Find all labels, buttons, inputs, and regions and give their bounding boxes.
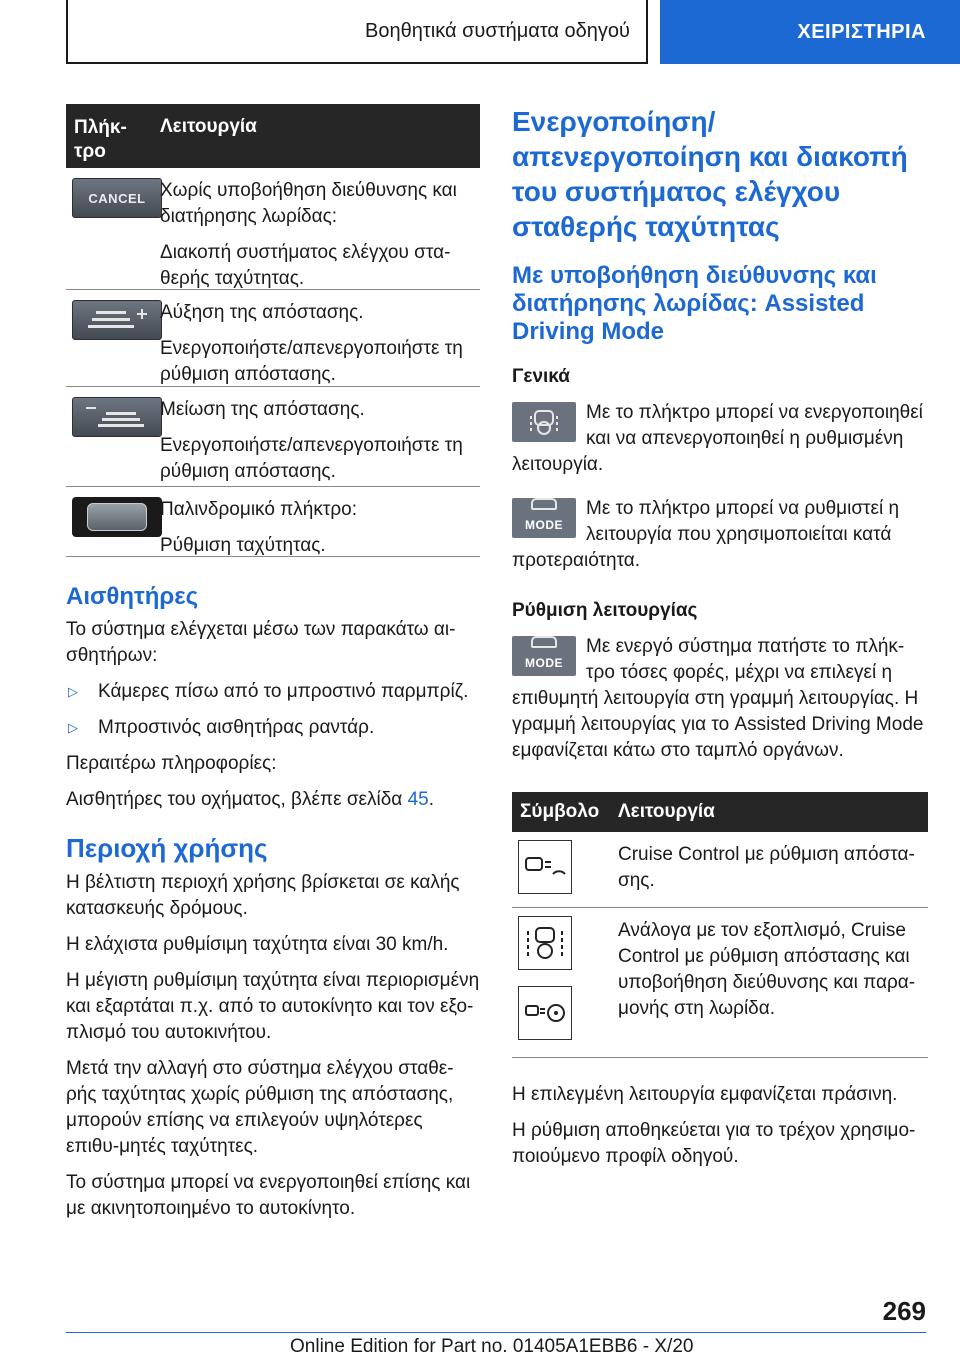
- row-text: Παλινδρομικό πλήκτρο:: [160, 499, 357, 520]
- header-section: [66, 0, 648, 64]
- page-number: 269: [882, 1296, 926, 1326]
- header-chapter: [660, 0, 960, 64]
- general-text: Με το πλήκτρο μπορεί να ενεργοποιηθεί και να απενεργοποιηθεί η ρυθμισμένη λειτουργία.: [512, 402, 923, 475]
- table-row: [66, 387, 480, 487]
- symbol-table: [512, 792, 928, 1058]
- table-cell-icon: [66, 387, 160, 486]
- header-col-button: Πλήκ- τρο: [74, 117, 127, 162]
- row-text: Ρύθμιση ταχύτητας.: [160, 535, 326, 556]
- table-cell-text: [160, 290, 480, 386]
- general-item: [512, 400, 928, 478]
- row-text: Αύξηση της απόστασης.: [160, 302, 364, 323]
- table-cell-text: [160, 168, 480, 289]
- usage-paragraph: Η ελάχιστα ρυθμίσιμη ταχύτητα είναι 30 km/h.: [66, 934, 449, 955]
- usage-paragraph: Μετά την αλλαγή στο σύστημα ελέγχου σταθε-ρής ταχύτητας χωρίς ρύθμιση της απόστασης, μπορούν επίσης να επιλεγούν υψηλότερες επιθυ-μητές ταχύτητες.: [66, 1058, 454, 1157]
- row-text: Ενεργοποιήστε/απενεργοποιήστε τη ρύθμιση απόστασης.: [160, 338, 463, 385]
- header-col-function: Λειτουργία: [160, 116, 257, 137]
- usage-paragraph: Το σύστημα μπορεί να ενεργοποιηθεί επίσης και με ακινητοποιημένο το αυτοκίνητο.: [66, 1172, 471, 1219]
- footer-edition: Online Edition for Part no. 01405A1EBB6 - X/20: [290, 1336, 694, 1357]
- setting-label: Ρύθμιση λειτουργίας: [512, 600, 698, 621]
- general-label: Γενικά: [512, 366, 570, 387]
- steering-wheel-distance-icon: [518, 986, 572, 1040]
- row-text: Μείωση της απόστασης.: [160, 399, 365, 420]
- table-row: [66, 487, 480, 557]
- table-cell-icon: [512, 832, 618, 907]
- table-row: [512, 908, 928, 1058]
- usage-paragraph: Η μέγιστη ρυθμίσιμη ταχύτητα είναι περιορισμένη και εξαρτάται π.χ. από το αυτοκίνητο και τον εξο-πλισμό του αυτοκινήτου.: [66, 970, 480, 1043]
- table-cell-icon: [66, 290, 160, 386]
- usage-paragraph: Η βέλτιστη περιοχή χρήσης βρίσκεται σε καλής κατασκευής δρόμους.: [66, 872, 460, 919]
- assist-button-icon: [512, 402, 576, 442]
- table-cell-text: [160, 487, 480, 556]
- cruise-control-distance-icon: [518, 840, 572, 894]
- page-link[interactable]: 45: [407, 789, 429, 810]
- table-row: [512, 832, 928, 908]
- setting-text: Με ενεργό σύστημα πατήστε το πλήκ-τρο τόσες φορές, μέχρι να επιλεγεί η επιθυμητή λειτουργία στη γραμμή λειτουργίας. Η γραμμή λειτουργίας για το Assisted Driving Mode εμφανίζεται κάτω στο ταμπλό οργάνων.: [512, 636, 924, 761]
- subheading: Με υποβοήθηση διεύθυνσης και διατήρησης λωρίδας: Assisted Driving Mode: [512, 262, 877, 345]
- header-col-symbol: Σύμβολο: [520, 801, 600, 822]
- distance-decrease-icon: [72, 397, 162, 437]
- row-text: Χωρίς υποβοήθηση διεύθυνσης και διατήρησης λωρίδας:: [160, 180, 457, 227]
- sensors-intro: Το σύστημα ελέγχεται μέσω των παρακάτω αι-σθητήρων:: [66, 619, 456, 666]
- footer-divider: [66, 1332, 926, 1333]
- header-col-function: Λειτουργία: [618, 801, 715, 822]
- table-row: [66, 168, 480, 290]
- list-item: ▷ Μπροστινός αισθητήρας ραντάρ.: [66, 715, 480, 741]
- chapter-title: ΧΕΙΡΙΣΤΗΡΙΑ: [797, 20, 926, 43]
- after-text: Η επιλεγμένη λειτουργία εμφανίζεται πράσινη.: [512, 1084, 898, 1105]
- more-info-label: Περαιτέρω πληροφορίες:: [66, 753, 277, 774]
- table-header: [512, 792, 928, 832]
- table-row: [66, 290, 480, 387]
- main-heading: Ενεργοποίηση/απενεργοποίηση και διακοπή του συστήματος ελέγχου σταθερής ταχύτητας: [512, 106, 908, 242]
- mode-button-icon: MODE: [512, 498, 576, 538]
- steering-assist-icon: [518, 916, 572, 970]
- table-header: [66, 104, 480, 168]
- left-column: [66, 104, 480, 1232]
- triangle-bullet-icon: ▷: [68, 720, 78, 735]
- table-cell-icon: [66, 487, 160, 556]
- general-item: [512, 496, 928, 574]
- cancel-button-icon: CANCEL: [72, 178, 162, 218]
- setting-item: [512, 634, 928, 764]
- table-cell-text: Ανάλογα με τον εξοπλισμό, Cruise Control με ρύθμιση απόστασης και υποβοήθηση διεύθυνσης και παρα-μονής στη λωρίδα.: [618, 920, 916, 1019]
- usage-heading: Περιοχή χρήσης: [66, 833, 268, 863]
- general-text: Με το πλήκτρο μπορεί να ρυθμιστεί η λειτουργία που χρησιμοποιείται κατά προτεραιότητα.: [512, 498, 900, 571]
- row-text: Ενεργοποιήστε/απενεργοποιήστε τη ρύθμιση απόστασης.: [160, 435, 463, 482]
- after-text: Η ρύθμιση αποθηκεύεται για το τρέχον χρησιμο-ποιούμενο προφίλ οδηγού.: [512, 1120, 916, 1167]
- sensors-heading: Αισθητήρες: [66, 583, 199, 610]
- row-text: Διακοπή συστήματος ελέγχου στα-θερής ταχύτητας.: [160, 242, 451, 289]
- rocker-switch-icon: [72, 497, 162, 537]
- table-cell-text: Cruise Control με ρύθμιση απόστα-σης.: [618, 844, 915, 891]
- buttons-table: [66, 104, 480, 557]
- section-title: Βοηθητικά συστήματα οδηγού: [365, 19, 630, 42]
- right-column: [512, 104, 928, 1180]
- distance-increase-icon: [72, 300, 162, 340]
- sensors-reference: Αισθητήρες του οχήματος, βλέπε σελίδα 45.: [66, 789, 434, 810]
- table-cell-icon: [66, 168, 160, 289]
- mode-button-icon: MODE: [512, 636, 576, 676]
- list-item: ▷ Κάμερες πίσω από το μπροστινό παρμπρίζ.: [66, 679, 480, 705]
- table-cell-text: [160, 387, 480, 486]
- triangle-bullet-icon: ▷: [68, 684, 78, 699]
- table-cell-icon: [512, 908, 618, 1057]
